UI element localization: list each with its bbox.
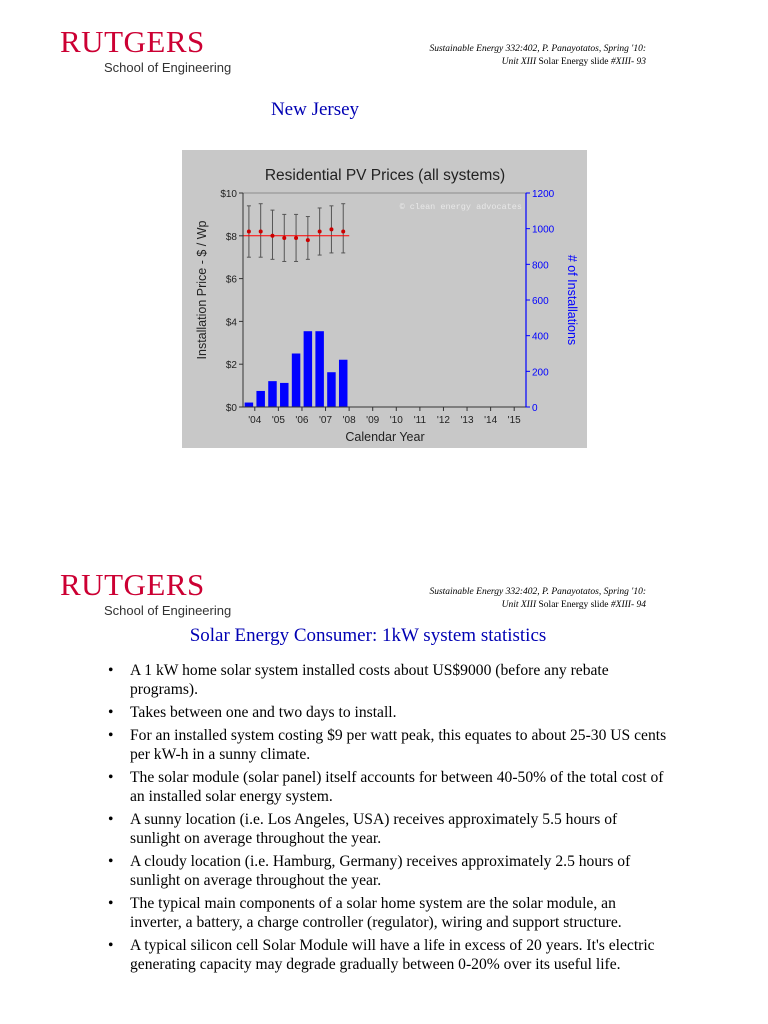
logo-wordmark: RUTGERS <box>60 24 205 59</box>
x-axis-label: Calendar Year <box>345 430 425 444</box>
course-header <box>330 586 646 612</box>
course-line: Sustainable Energy 332:402, P. Panayotatos, Spring '10: <box>429 44 646 54</box>
right-tick-label: 200 <box>532 367 549 379</box>
slide-number: #XIII- 93 <box>610 57 646 67</box>
unit-label: Unit XIII <box>501 600 537 610</box>
right-axis-label: # of Installations <box>565 254 579 346</box>
left-tick-label: $4 <box>225 317 237 329</box>
installation-bar <box>327 372 335 407</box>
list-item-text: A typical silicon cell Solar Module will have a life in excess of 20 years. It's electric generating capacity may degrade gradually between 0-20% over its useful life. <box>130 937 655 973</box>
installation-bar <box>280 383 288 407</box>
left-tick-label: $10 <box>220 189 237 200</box>
list-item-text: A cloudy location (i.e. Hamburg, Germany) receives approximately 2.5 hours of sunlight on average throughout the year. <box>130 853 631 889</box>
slide-93 <box>0 0 768 500</box>
x-tick-label: '05 <box>271 415 285 426</box>
bullet-icon: • <box>108 811 114 828</box>
bullet-icon: • <box>108 937 114 954</box>
installation-bar <box>339 360 347 407</box>
bullet-icon: • <box>108 895 114 912</box>
slide-ref <box>330 56 646 69</box>
list-item-text: The solar module (solar panel) itself accounts for between 40-50% of the total cost of an installed solar energy system. <box>130 769 664 805</box>
logo-subtitle: School of Engineering <box>104 60 232 75</box>
list-item <box>108 936 668 974</box>
pv-price-chart <box>182 150 587 448</box>
price-point <box>306 238 310 242</box>
right-tick-label: 1000 <box>532 224 555 236</box>
bullet-icon: • <box>108 727 114 744</box>
list-item-text: For an installed system costing $9 per watt peak, this equates to about 25-30 US cents per kW-h in a sunny climate. <box>130 727 667 763</box>
price-point <box>294 236 298 240</box>
list-item-text: The typical main components of a solar home system are the solar module, an inverter, a battery, a charge controller (regulator), wiring and support structure. <box>130 895 622 931</box>
price-point <box>270 234 274 238</box>
installation-bar <box>304 331 312 407</box>
list-item-text: A 1 kW home solar system installed costs about US$9000 (before any rebate programs). <box>130 662 609 698</box>
left-tick-label: $0 <box>225 403 237 414</box>
right-tick-label: 400 <box>532 331 549 343</box>
bullet-icon: • <box>108 662 114 679</box>
list-item <box>108 703 668 722</box>
logo-wordmark: RUTGERS <box>60 567 205 602</box>
unit-label: Unit XIII <box>501 57 537 67</box>
slide-title: New Jersey <box>270 99 360 120</box>
price-point <box>329 227 333 231</box>
right-tick-label: 0 <box>532 403 538 414</box>
topic-label: Solar Energy slide <box>538 600 609 610</box>
list-item <box>108 768 668 806</box>
installation-bar <box>245 403 253 407</box>
list-item <box>108 726 668 764</box>
x-tick-label: '07 <box>319 415 333 426</box>
rutgers-logo <box>60 26 231 75</box>
course-line: Sustainable Energy 332:402, P. Panayotatos, Spring '10: <box>429 587 646 597</box>
price-point <box>247 230 251 234</box>
right-tick-label: 1200 <box>532 189 555 200</box>
price-point <box>341 230 345 234</box>
x-tick-label: '12 <box>436 415 450 426</box>
x-tick-label: '14 <box>484 415 498 426</box>
slide-ref <box>330 599 646 612</box>
x-tick-label: '10 <box>389 415 403 426</box>
installation-bar <box>292 354 300 408</box>
slide-number: #XIII- 94 <box>610 600 646 610</box>
x-tick-label: '15 <box>507 415 521 426</box>
bullet-icon: • <box>108 853 114 870</box>
bullet-icon: • <box>108 704 114 721</box>
list-item-text: A sunny location (i.e. Los Angeles, USA) receives approximately 5.5 hours of sunlight on average throughout the year. <box>130 811 618 847</box>
price-point <box>259 230 263 234</box>
slide-94 <box>0 552 768 1024</box>
chart-svg <box>182 150 587 448</box>
installation-bar <box>268 381 276 407</box>
x-tick-label: '04 <box>248 415 262 426</box>
x-tick-label: '06 <box>295 415 309 426</box>
chart-watermark: © clean energy advocates <box>399 202 522 212</box>
list-item <box>108 810 668 848</box>
list-item <box>108 894 668 932</box>
right-tick-label: 800 <box>532 260 549 272</box>
topic-label: Solar Energy slide <box>538 57 609 67</box>
right-tick-label: 600 <box>532 296 549 307</box>
left-tick-label: $6 <box>225 274 237 286</box>
left-tick-label: $2 <box>225 360 237 372</box>
installation-bar <box>256 391 264 407</box>
x-tick-label: '13 <box>460 415 474 426</box>
rutgers-logo <box>60 569 231 618</box>
list-item <box>108 852 668 890</box>
price-point <box>282 236 286 240</box>
installation-bar <box>315 331 323 407</box>
x-tick-label: '11 <box>413 415 427 426</box>
x-tick-label: '09 <box>366 415 380 426</box>
bullet-icon: • <box>108 769 114 786</box>
left-tick-label: $8 <box>225 231 237 243</box>
list-item-text: Takes between one and two days to install. <box>130 704 397 721</box>
x-tick-label: '08 <box>342 415 356 426</box>
slide-title: Solar Energy Consumer: 1kW system statistics <box>189 625 547 646</box>
chart-title: Residential PV Prices (all systems) <box>264 167 506 184</box>
left-axis-label: Installation Price - $ / Wp <box>195 220 209 360</box>
list-item <box>108 661 668 699</box>
course-header <box>330 43 646 69</box>
logo-subtitle: School of Engineering <box>104 603 232 618</box>
price-point <box>318 230 322 234</box>
statistics-list <box>108 661 668 978</box>
